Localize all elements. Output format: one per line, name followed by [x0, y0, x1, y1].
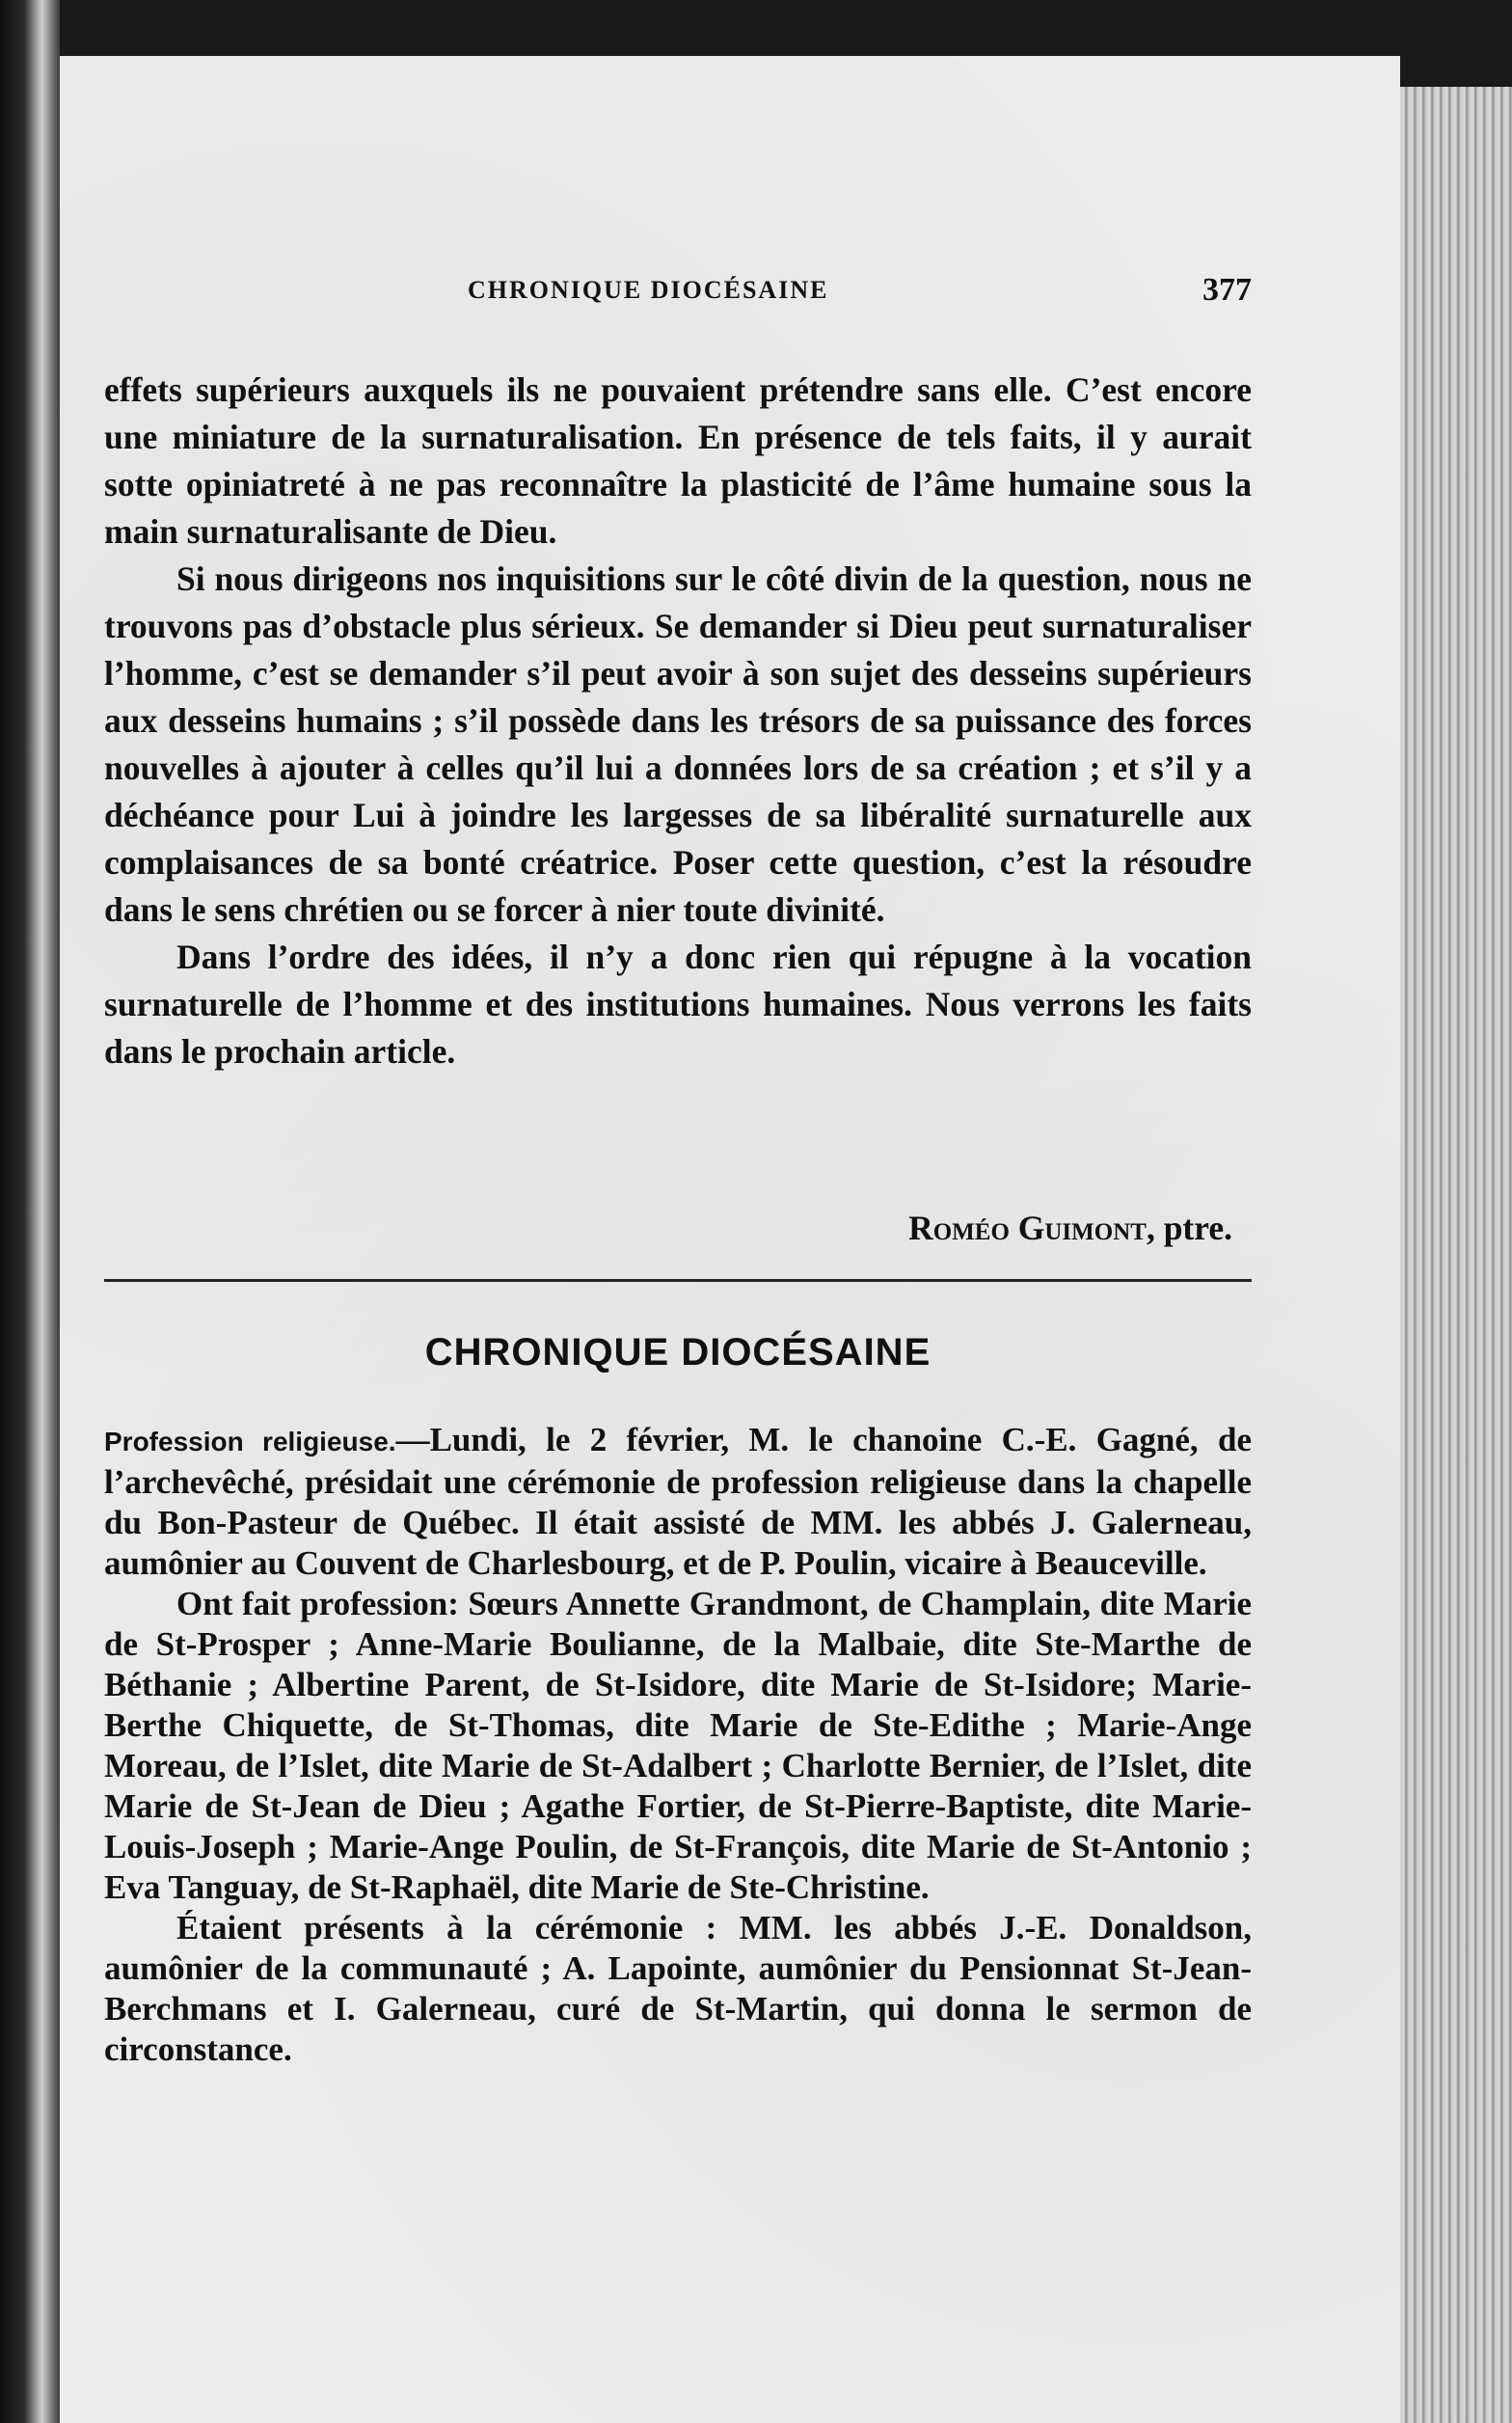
article-paragraph: effets supérieurs auxquels ils ne pouvaient prétendre sans elle. C’est encore une miniature de la surnaturalisation. En présence de tels faits, il y aurait sotte opiniatreté à ne pas reconnaître la plasticité de l’âme humaine sous la main surnaturalisante de Dieu.: [104, 370, 1252, 551]
running-title: CHRONIQUE DIOCÉSAINE: [468, 276, 829, 304]
article-paragraph: Si nous dirigeons nos inquisitions sur le côté divin de la question, nous ne trouvons pas d’obstacle plus sérieux. Se demander si Dieu peut surnaturaliser l’homme, c’est se demander s’il peut avoir à son sujet des desseins supérieurs aux desseins humains ; s’il possède dans les trésors de sa puissance des forces nouvelles à ajouter à celles qu’il lui a données lors de sa création ; et s’il y a déchéance pour Lui à joindre les largesses de sa libéralité surnaturelle aux complaisances de sa bonté créatrice. Poser cette question, c’est la résoudre dans le sens chrétien ou se forcer à nier toute divinité.: [104, 559, 1252, 929]
chronicle-paragraph: Ont fait profession: Sœurs Annette Grandmont, de Champlain, dite Marie de St-Prosper ; Anne-Marie Boulianne, de la Malbaie, dite Ste-Marthe de Béthanie ; Albertine Parent, de St-Isidore, dite Marie de St-Isidore; Marie-Berthe Chiquette, de St-Thomas, dite Marie de Ste-Edithe ; Marie-Ange Moreau, de l’Islet, dite Marie de St-Adalbert ; Charlotte Bernier, de l’Islet, dite Marie de St-Jean de Dieu ; Agathe Fortier, de St-Pierre-Baptiste, dite Marie-Louis-Joseph ; Marie-Ange Poulin, de St-François, dite Marie de St-Antonio ; Eva Tanguay, de St-Raphaël, dite Marie de Ste-Christine.: [104, 1585, 1252, 1906]
chronicle-paragraph: [104, 1420, 1252, 1584]
section-title: CHRONIQUE DIOCÉSAINE: [424, 1331, 932, 1374]
lead-label: Profession religieuse.: [104, 1427, 396, 1457]
article-paragraph: Dans l’ordre des idées, il n’y a donc rien qui répugne à la vocation surnaturelle de l’homme et des institutions humaines. Nous verrons les faits dans le prochain article.: [104, 938, 1252, 1071]
section-divider: [104, 1279, 1252, 1282]
article-body: [104, 367, 1252, 1075]
chronicle-text: —Lundi, le 2 février, M. le chanoine C.-E. Gagné, de l’archevêché, présidait une cérémonie de profession religieuse dans la chapelle du Bon-Pasteur de Québec. Il était assisté de MM. les abbés J. Galerneau, aumônier au Couvent de Charlesbourg, et de P. Poulin, vicaire à Beauceville.: [104, 1421, 1253, 1582]
book-gutter: [0, 0, 60, 2423]
chronicle-body: [104, 1420, 1252, 2070]
author-signature: [908, 1208, 1232, 1248]
author-name: Roméo Guimont: [908, 1209, 1147, 1247]
author-title: , ptre.: [1146, 1209, 1232, 1247]
page-edges: [1400, 87, 1512, 2423]
page-number: 377: [1202, 272, 1252, 308]
chronicle-paragraph: Étaient présents à la cérémonie : MM. les abbés J.-E. Donaldson, aumônier de la communauté ; A. Lapointe, aumônier du Pensionnat St-Jean-Berchmans et I. Galerneau, curé de St-Martin, qui donna le sermon de circonstance.: [104, 1909, 1252, 2068]
